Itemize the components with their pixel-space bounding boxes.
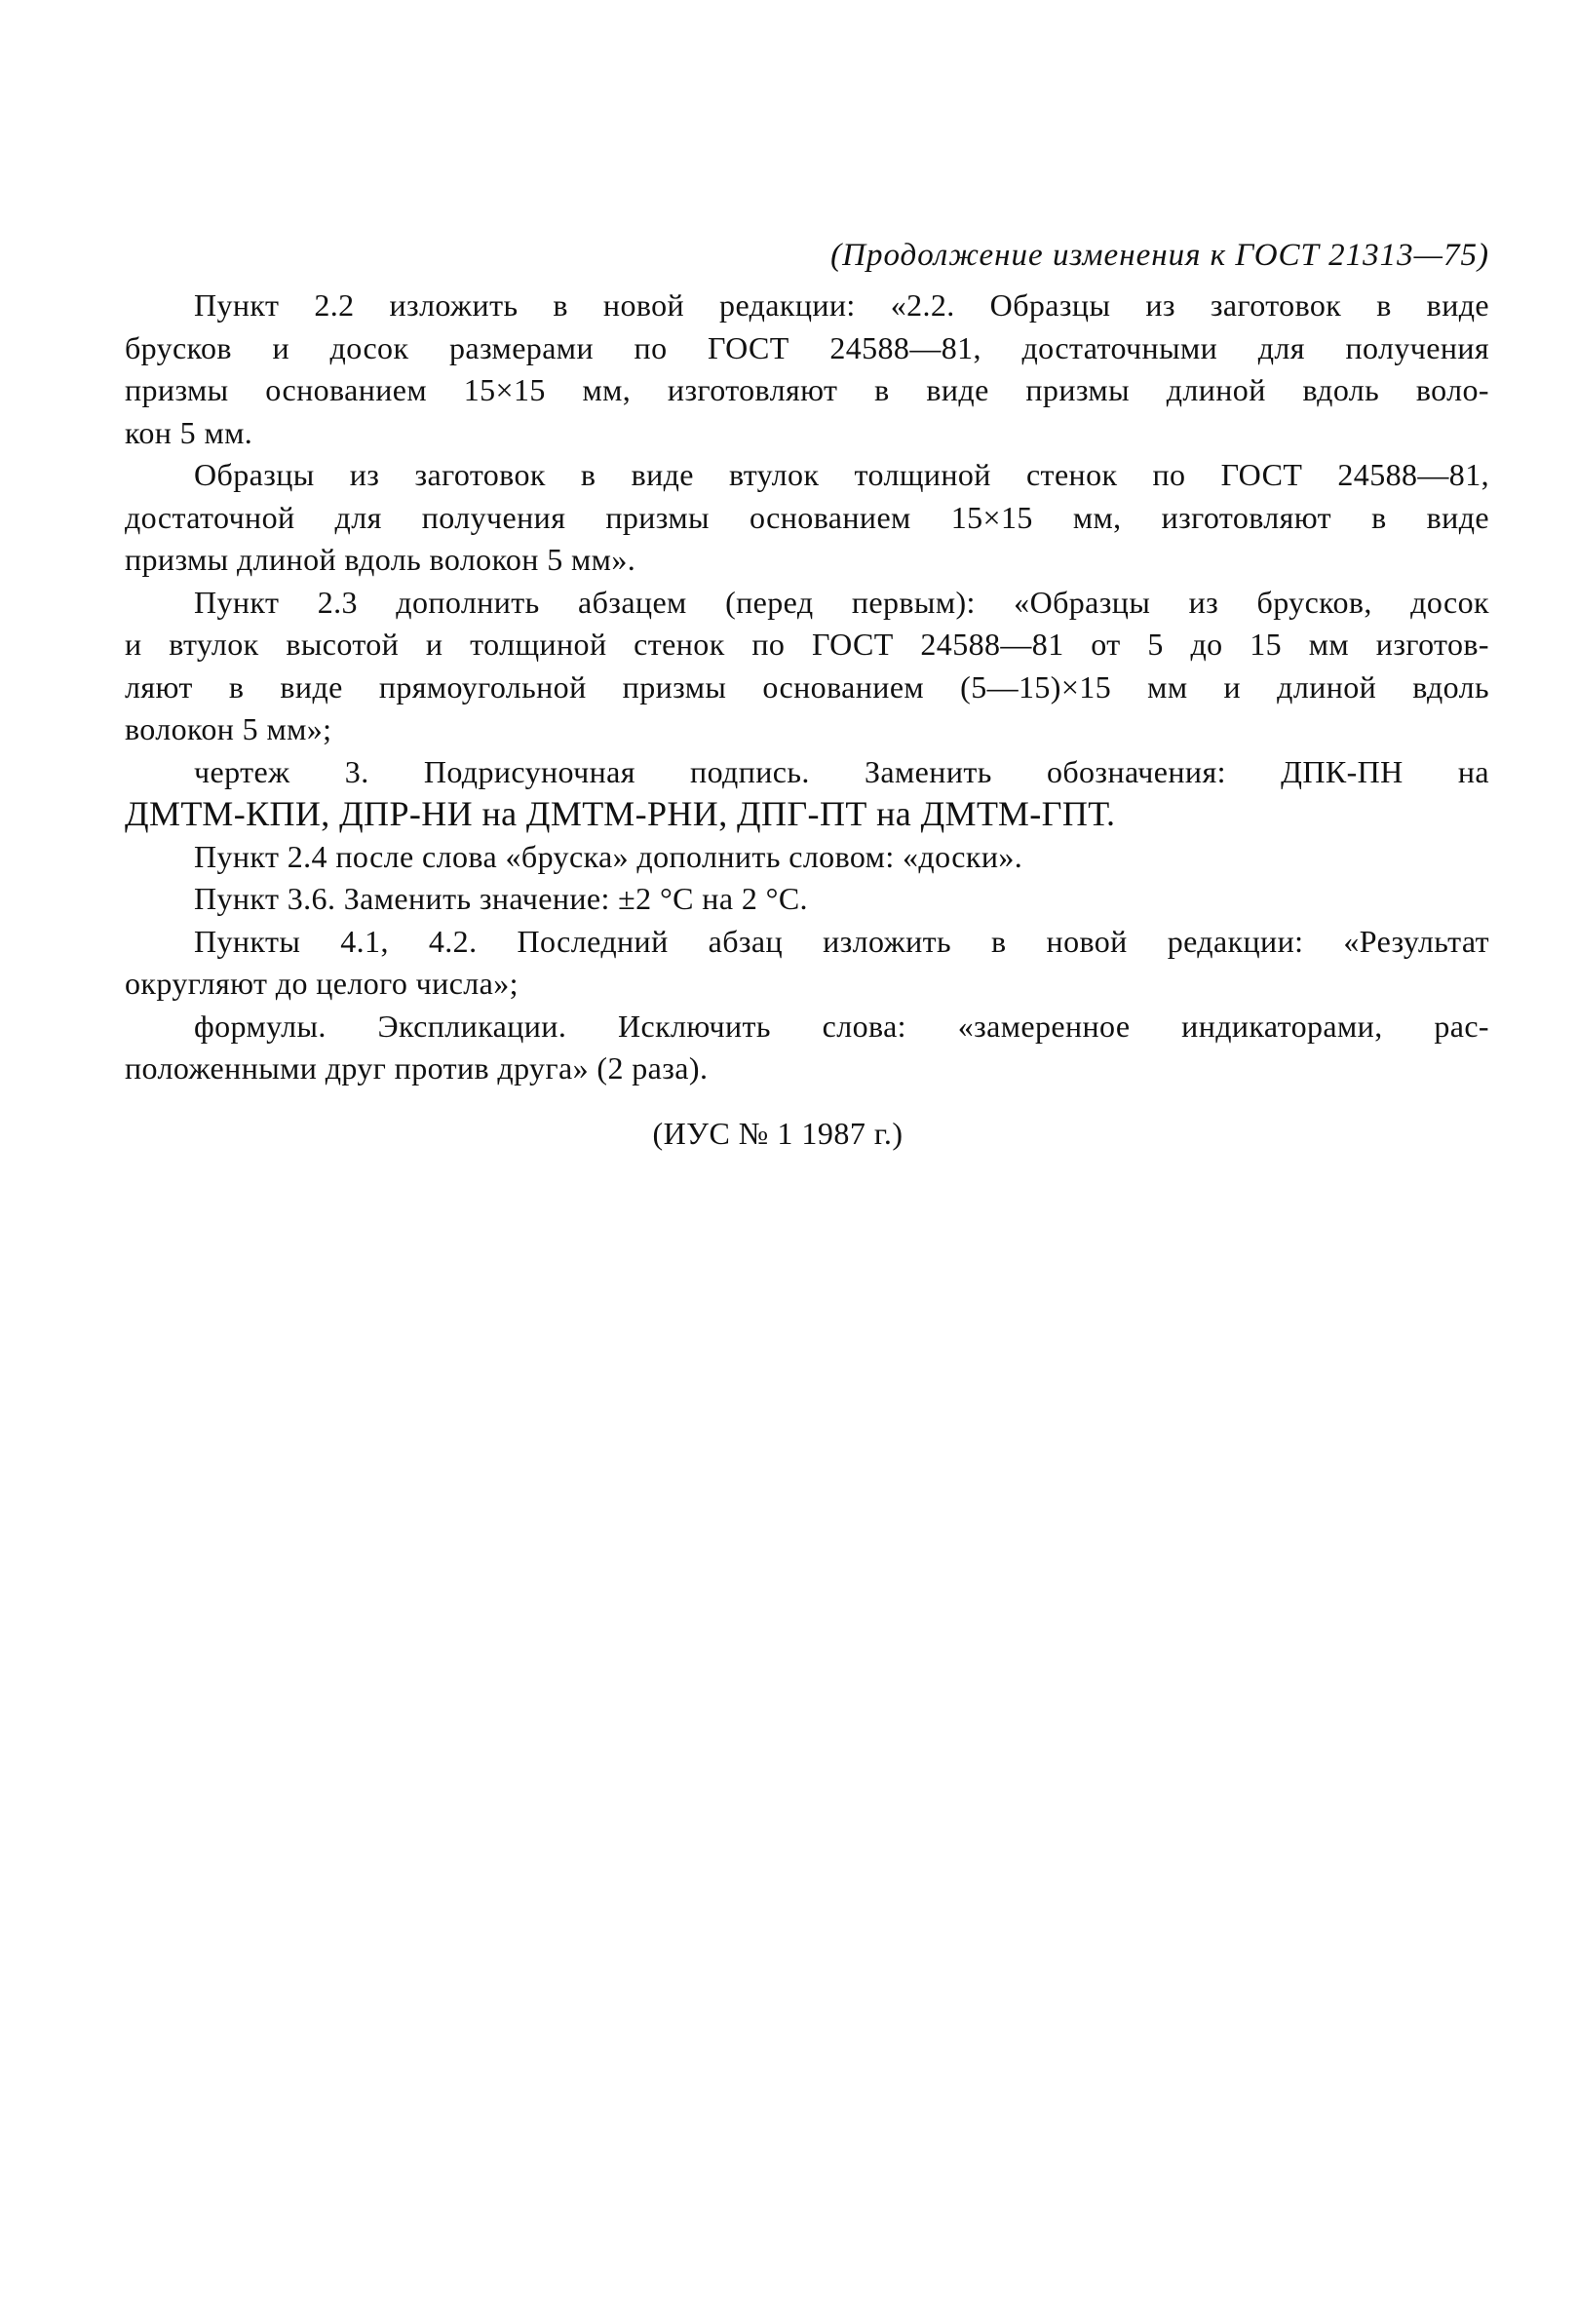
text-line: Пункт 2.2 изложить в новой редакции: «2.2. Образцы из заготовок в виде — [194, 287, 1489, 323]
text-line: достаточной для получения призмы основанием 15×15 мм, изготовляют в виде — [125, 499, 1489, 535]
amendment-body — [125, 285, 1489, 1090]
text-line: Пункт 3.6. Заменить значение: ±2 °С на 2 °С. — [194, 881, 808, 916]
text-line: кон 5 мм. — [125, 414, 253, 450]
text-line: и втулок высотой и толщиной стенок по ГОСТ 24588—81 от 5 до 15 мм изготов- — [125, 627, 1489, 662]
text-line: волокон 5 мм»; — [125, 711, 332, 746]
paragraph-drawing-3 — [125, 751, 1489, 836]
text-line: ляют в виде прямоугольной призмы основанием (5—15)×15 мм и длиной вдоль — [125, 668, 1489, 705]
text-line: положенными друг против друга» (2 раза). — [125, 1050, 709, 1086]
text-line: округляют до целого числа»; — [125, 966, 519, 1001]
paragraph-bushings — [125, 454, 1489, 582]
paragraph-4-1-4-2 — [125, 921, 1489, 1006]
paragraph-formulas — [125, 1006, 1489, 1090]
text-line: чертеж 3. Подрисуночная подпись. Заменить обозначения: ДПК-ПН на — [194, 753, 1489, 789]
text-line: призмы основанием 15×15 мм, изготовляют в виде призмы длиной вдоль воло- — [125, 372, 1489, 407]
text-line: Пункт 2.4 после слова «бруска» дополнить словом: «доски». — [194, 838, 1023, 874]
text-line: формулы. Экспликации. Исключить слова: «замеренное индикаторами, рас- — [194, 1008, 1489, 1044]
document-page — [125, 234, 1489, 1155]
text-line: Образцы из заготовок в виде втулок толщиной стенок по ГОСТ 24588—81, — [194, 457, 1489, 492]
paragraph-2-3 — [125, 582, 1489, 751]
text-line: Пункты 4.1, 4.2. Последний абзац изложить в новой редакции: «Результат — [194, 923, 1489, 959]
text-line: брусков и досок размерами по ГОСТ 24588—81, достаточными для получения — [125, 329, 1489, 365]
text-line: Пункт 2.3 дополнить абзацем (перед первым): «Образцы из брусков, досок — [194, 584, 1489, 620]
ius-reference: (ИУС № 1 1987 г.) — [652, 1115, 904, 1151]
text-line: ДМТМ-КПИ, ДПР-НИ на ДМТМ-РНИ, ДПГ-ПТ на ДМТМ-ГПТ. — [125, 794, 1116, 833]
paragraph-2-2 — [125, 285, 1489, 454]
continuation-header: (Продолжение изменения к ГОСТ 21313—75) — [830, 238, 1489, 273]
paragraph-3-6 — [125, 878, 1489, 921]
paragraph-2-4 — [125, 836, 1489, 879]
text-line: призмы длиной вдоль волокон 5 мм». — [125, 542, 636, 577]
